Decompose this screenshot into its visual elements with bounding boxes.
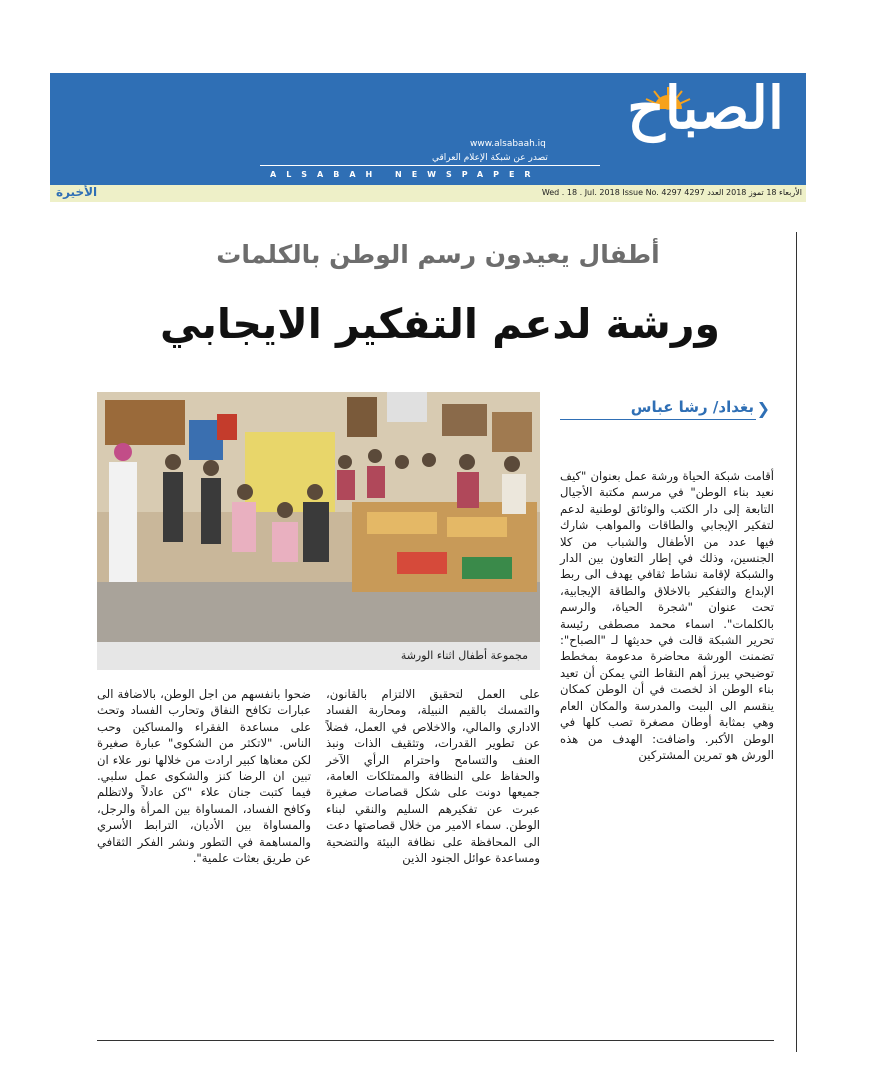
article-column-3 xyxy=(97,686,311,866)
article-column-1-text: أقامت شبكة الحياة ورشة عمل بعنوان "كيف نعيد بناء الوطن" في مرسم مكتبة الأجيال التابعة إلى دار الكتب والوثائق لوطنية لدعم لتفكير الإيجابي والطاقات والمواهب شارك فيها عدد من الأطفال والشباب من كلا الجنسين، وذلك في إطار التعاون بين الدار والشبكة لإقامة نشاط ثقافي يهدف الى ربط الإبداع والتفكير بالاخلاق والطاقة الإيجابية، تحت عنوان "شجرة الحياة، والرسم بالكلمات". اسماء محمد مصطفى رئيسة تحرير الشبكة قالت في حديثها لـ "الصباح": تضمنت الورشة محاضرة مدعومة بمخطط توضيحي يبرز أهم النقاط التي يمكن أن تعيد بناء الوطن اذ لخصت في أن الوطن كمكان ينقسم الى البيت والمدرسة والمكان العام وهي بمثابة أوطان مصغرة تصب كلها في الوطن الأكبر. واضافت: الهدف من هذه الورش هو تمرين المشتركين xyxy=(560,469,774,762)
publisher-line: تصدر عن شبكة الإعلام العراقي xyxy=(432,153,548,163)
article-headline: ورشة لدعم التفكير الايجابي xyxy=(160,300,720,348)
byline-text: بغداد/ رشا عباس xyxy=(630,398,754,416)
byline-rule xyxy=(560,419,756,420)
masthead xyxy=(50,73,806,185)
article-column-2-text: على العمل لتحقيق الالتزام بالقانون، والتمسك بالقيم النبيلة، ومحاربة الفساد الاداري والمالي، والاخلاص في العمل، فضلاً عن تطوير القدرات، وتثقيف الذات ونبذ العنف والتسامح واحترام الرأي الآخر والحفاظ على النظافة والممتلكات العامة، جميعها دونت على شكل قصاصات صغيرة عبرت عن تفكيرهم السليم والنقي لبناء الوطن. سماء الامير من خلال قصاصتها دعت الى المحافظة على نظافة البيئة والتضحية ومساعدة عوائل الجنود الذين xyxy=(326,687,540,866)
column-divider xyxy=(796,232,797,1052)
byline xyxy=(560,397,770,421)
masthead-rule xyxy=(260,165,600,166)
chevron-left-icon: ❮ xyxy=(756,399,770,418)
photo-caption: مجموعة أطفال اثناء الورشة xyxy=(400,649,528,662)
bottom-rule xyxy=(97,1040,774,1041)
photo-caption-bar xyxy=(97,642,540,670)
issue-bar xyxy=(50,185,806,202)
article-column-3-text: ضحوا بانفسهم من اجل الوطن، بالاضافة الى عبارات تكافح النفاق وتحارب الفساد وتحث على مساعدة الفقراء والمساكين وحب الناس. "لاتكثر من الشكوى" عبارة صغيرة لكن معناها كبير ارادت من خلالها نور علاء ان تبين ان الرضا كنز والشكوى عمل سلبي. فيما كتبت جنان علاء "كن عادلاً ولاتظلم وكافح الفساد، المساواة بين المرأة والرجل، والمساواة بين الأديان، الترابط الأسري والمساهمة في التطور ونشر الفكر الثقافي عن طريق بعثات علمية". xyxy=(97,687,311,866)
newspaper-logo: الصباح xyxy=(627,74,784,142)
article-kicker: أطفال يعيدون رسم الوطن بالكلمات xyxy=(216,240,660,269)
english-name: ALSABAH NEWSPAPER xyxy=(270,170,541,179)
article-photo xyxy=(97,392,540,642)
article-column-1 xyxy=(560,468,774,763)
section-label: الأخيرة xyxy=(56,185,98,199)
issue-info: الأربعاء 18 تموز 2018 العدد 4297 Wed . 18 . Jul. 2018 Issue No. 4297 xyxy=(541,188,802,197)
site-url: www.alsabaah.iq xyxy=(470,139,546,149)
article-column-2 xyxy=(326,686,540,866)
